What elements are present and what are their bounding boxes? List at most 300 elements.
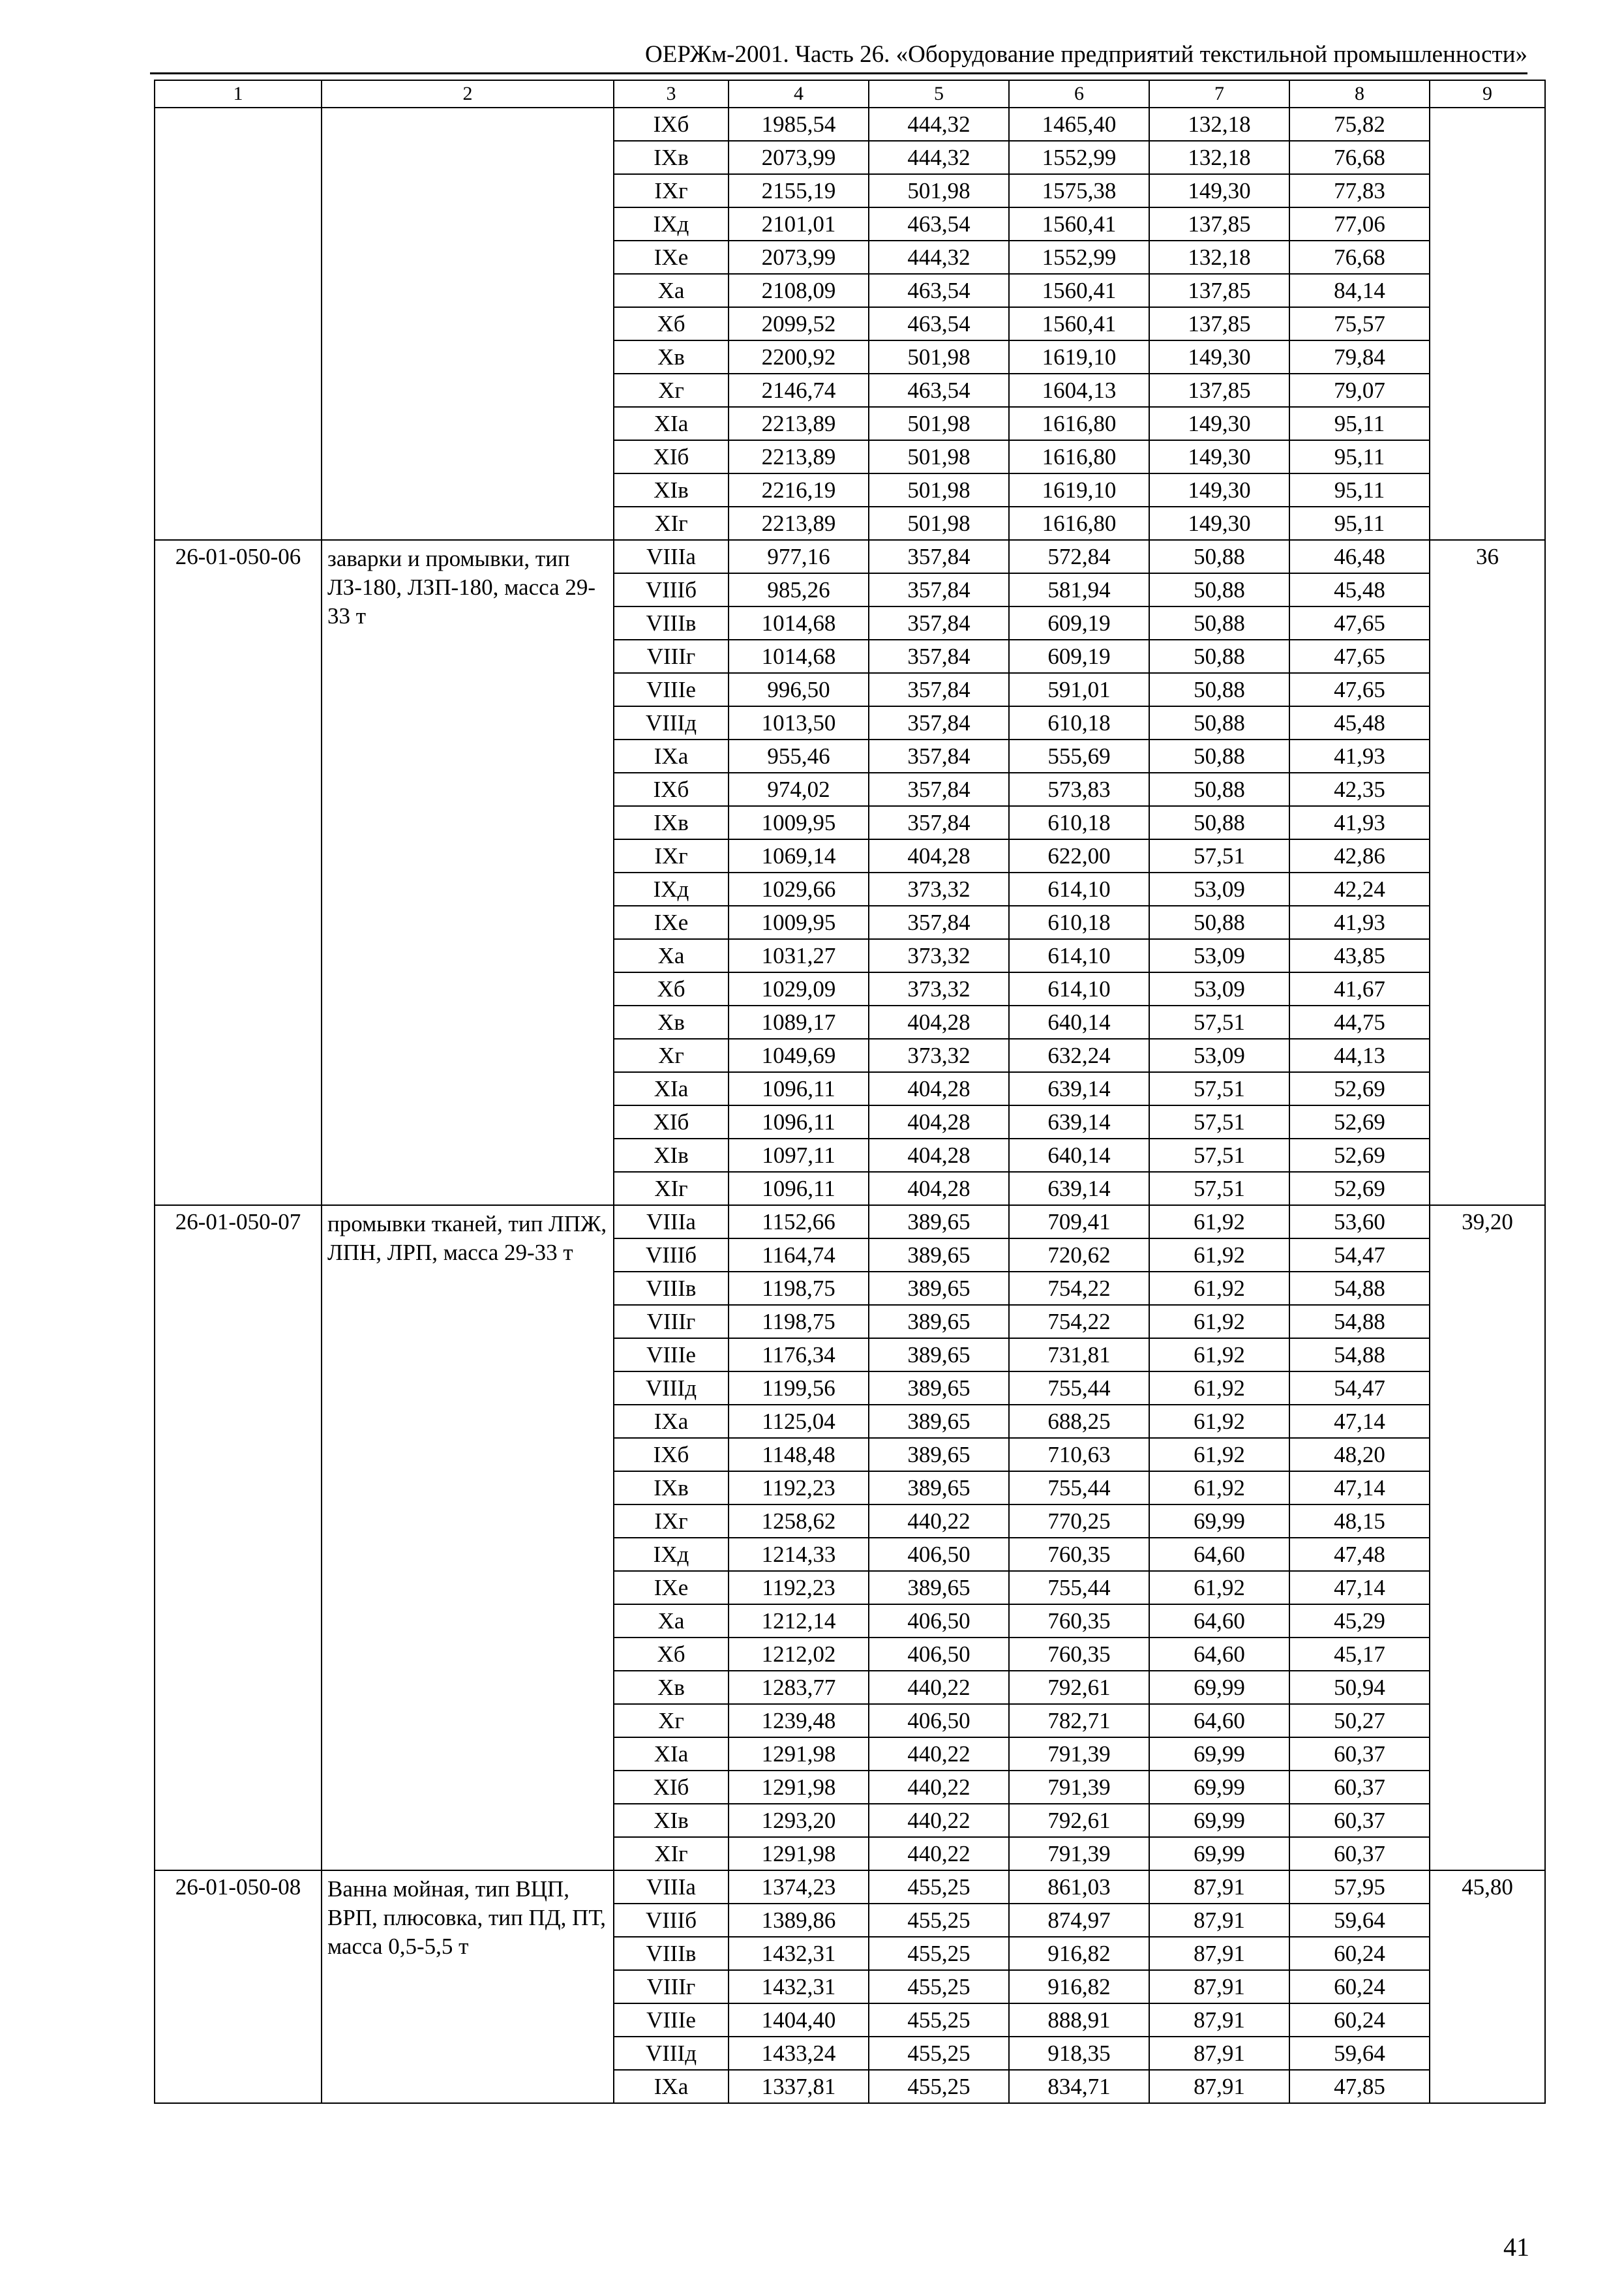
value-cell: 1198,75	[729, 1272, 869, 1305]
value-cell: 357,84	[869, 740, 1009, 773]
value-cell: 64,60	[1149, 1538, 1289, 1571]
value-cell: 59,64	[1289, 2037, 1430, 2070]
value-cell: 52,69	[1289, 1172, 1430, 1205]
zone-cell: IXб	[614, 108, 729, 141]
value-cell: 61,92	[1149, 1371, 1289, 1405]
value-cell: 610,18	[1009, 706, 1149, 740]
value-cell: 132,18	[1149, 241, 1289, 274]
value-cell: 1212,14	[729, 1604, 869, 1638]
value-cell: 455,25	[869, 1937, 1009, 1970]
column-number-cell: 1	[155, 80, 322, 108]
zone-cell: Xг	[614, 374, 729, 407]
value-cell: 404,28	[869, 1139, 1009, 1172]
value-cell: 1604,13	[1009, 374, 1149, 407]
value-cell: 1291,98	[729, 1737, 869, 1771]
zone-cell: VIIIв	[614, 1272, 729, 1305]
value-cell: 688,25	[1009, 1405, 1149, 1438]
value-cell: 1404,40	[729, 2003, 869, 2037]
value-cell: 572,84	[1009, 540, 1149, 573]
zone-cell: Xв	[614, 1006, 729, 1039]
value-cell: 57,51	[1149, 1006, 1289, 1039]
zone-cell: VIIIг	[614, 1305, 729, 1338]
value-cell: 47,65	[1289, 673, 1430, 706]
position-price	[1430, 108, 1545, 540]
value-cell: 888,91	[1009, 2003, 1149, 2037]
value-cell: 440,22	[869, 1671, 1009, 1704]
value-cell: 76,68	[1289, 241, 1430, 274]
value-cell: 87,91	[1149, 1970, 1289, 2003]
value-cell: 50,88	[1149, 773, 1289, 806]
price-table-container	[154, 80, 1546, 2104]
position-description: заварки и промывки, тип ЛЗ-180, ЛЗП-180, масса 29-33 т	[322, 540, 614, 1205]
value-cell: 2146,74	[729, 374, 869, 407]
value-cell: 974,02	[729, 773, 869, 806]
value-cell: 404,28	[869, 839, 1009, 873]
value-cell: 1616,80	[1009, 440, 1149, 473]
value-cell: 455,25	[869, 2037, 1009, 2070]
value-cell: 404,28	[869, 1105, 1009, 1139]
value-cell: 57,51	[1149, 839, 1289, 873]
position-code	[155, 108, 322, 540]
value-cell: 95,11	[1289, 473, 1430, 507]
table-row	[155, 108, 1545, 141]
zone-cell: IXв	[614, 806, 729, 839]
zone-cell: VIIIг	[614, 640, 729, 673]
zone-cell: XIг	[614, 1172, 729, 1205]
value-cell: 373,32	[869, 1039, 1009, 1072]
value-cell: 373,32	[869, 939, 1009, 972]
zone-cell: Xв	[614, 340, 729, 374]
value-cell: 57,51	[1149, 1072, 1289, 1105]
value-cell: 709,41	[1009, 1205, 1149, 1238]
table-row	[155, 1205, 1545, 1238]
value-cell: 87,91	[1149, 1904, 1289, 1937]
value-cell: 614,10	[1009, 873, 1149, 906]
position-code: 26-01-050-06	[155, 540, 322, 1205]
value-cell: 41,67	[1289, 972, 1430, 1006]
value-cell: 389,65	[869, 1205, 1009, 1238]
value-cell: 406,50	[869, 1704, 1009, 1737]
zone-cell: IXг	[614, 839, 729, 873]
column-number-cell: 8	[1289, 80, 1430, 108]
value-cell: 463,54	[869, 207, 1009, 241]
value-cell: 60,37	[1289, 1837, 1430, 1870]
value-cell: 1575,38	[1009, 174, 1149, 207]
value-cell: 985,26	[729, 573, 869, 606]
value-cell: 444,32	[869, 241, 1009, 274]
value-cell: 1014,68	[729, 640, 869, 673]
zone-cell: VIIIг	[614, 1970, 729, 2003]
value-cell: 60,24	[1289, 2003, 1430, 2037]
zone-cell: VIIIб	[614, 573, 729, 606]
value-cell: 1552,99	[1009, 241, 1149, 274]
value-cell: 87,91	[1149, 2070, 1289, 2103]
value-cell: 61,92	[1149, 1405, 1289, 1438]
value-cell: 760,35	[1009, 1604, 1149, 1638]
zone-cell: XIб	[614, 440, 729, 473]
zone-cell: XIв	[614, 1139, 729, 1172]
zone-cell: VIIIб	[614, 1904, 729, 1937]
value-cell: 755,44	[1009, 1371, 1149, 1405]
value-cell: 404,28	[869, 1172, 1009, 1205]
value-cell: 47,14	[1289, 1405, 1430, 1438]
value-cell: 47,14	[1289, 1471, 1430, 1504]
value-cell: 137,85	[1149, 274, 1289, 307]
zone-cell: VIIIе	[614, 673, 729, 706]
value-cell: 1432,31	[729, 1970, 869, 2003]
value-cell: 1293,20	[729, 1804, 869, 1837]
value-cell: 60,37	[1289, 1737, 1430, 1771]
value-cell: 444,32	[869, 108, 1009, 141]
value-cell: 463,54	[869, 374, 1009, 407]
zone-cell: VIIIб	[614, 1238, 729, 1272]
value-cell: 455,25	[869, 2003, 1009, 2037]
value-cell: 1465,40	[1009, 108, 1149, 141]
value-cell: 440,22	[869, 1771, 1009, 1804]
zone-cell: IXа	[614, 2070, 729, 2103]
value-cell: 50,27	[1289, 1704, 1430, 1737]
value-cell: 639,14	[1009, 1105, 1149, 1139]
value-cell: 57,51	[1149, 1105, 1289, 1139]
value-cell: 132,18	[1149, 108, 1289, 141]
value-cell: 440,22	[869, 1737, 1009, 1771]
value-cell: 1152,66	[729, 1205, 869, 1238]
column-number-cell: 3	[614, 80, 729, 108]
value-cell: 440,22	[869, 1837, 1009, 1870]
column-number-row	[155, 80, 1545, 108]
value-cell: 61,92	[1149, 1305, 1289, 1338]
table-row	[155, 540, 1545, 573]
value-cell: 57,51	[1149, 1172, 1289, 1205]
value-cell: 754,22	[1009, 1272, 1149, 1305]
value-cell: 45,48	[1289, 706, 1430, 740]
value-cell: 1258,62	[729, 1504, 869, 1538]
value-cell: 357,84	[869, 606, 1009, 640]
value-cell: 2213,89	[729, 440, 869, 473]
value-cell: 137,85	[1149, 207, 1289, 241]
table-row	[155, 1870, 1545, 1904]
value-cell: 1616,80	[1009, 507, 1149, 540]
column-number-cell: 9	[1430, 80, 1545, 108]
value-cell: 54,88	[1289, 1305, 1430, 1338]
value-cell: 52,69	[1289, 1105, 1430, 1139]
value-cell: 614,10	[1009, 939, 1149, 972]
value-cell: 1291,98	[729, 1837, 869, 1870]
value-cell: 731,81	[1009, 1338, 1149, 1371]
position-price: 36	[1430, 540, 1545, 1205]
value-cell: 41,93	[1289, 906, 1430, 939]
value-cell: 57,51	[1149, 1139, 1289, 1172]
zone-cell: Xг	[614, 1704, 729, 1737]
zone-cell: IXг	[614, 174, 729, 207]
value-cell: 50,88	[1149, 540, 1289, 573]
zone-cell: IXв	[614, 1471, 729, 1504]
value-cell: 389,65	[869, 1471, 1009, 1504]
value-cell: 389,65	[869, 1438, 1009, 1471]
value-cell: 60,37	[1289, 1804, 1430, 1837]
zone-cell: VIIIа	[614, 540, 729, 573]
value-cell: 50,88	[1149, 706, 1289, 740]
value-cell: 1029,66	[729, 873, 869, 906]
value-cell: 389,65	[869, 1371, 1009, 1405]
zone-cell: VIIIд	[614, 1371, 729, 1405]
value-cell: 43,85	[1289, 939, 1430, 972]
value-cell: 1212,02	[729, 1638, 869, 1671]
value-cell: 50,88	[1149, 906, 1289, 939]
value-cell: 75,57	[1289, 307, 1430, 340]
value-cell: 1198,75	[729, 1305, 869, 1338]
value-cell: 1096,11	[729, 1172, 869, 1205]
zone-cell: VIIIв	[614, 606, 729, 640]
value-cell: 710,63	[1009, 1438, 1149, 1471]
column-number-cell: 6	[1009, 80, 1149, 108]
value-cell: 69,99	[1149, 1837, 1289, 1870]
zone-cell: IXг	[614, 1504, 729, 1538]
page-header-title: ОЕРЖм-2001. Часть 26. «Оборудование предприятий текстильной промышленности»	[645, 41, 1527, 68]
zone-cell: VIIIд	[614, 706, 729, 740]
value-cell: 632,24	[1009, 1039, 1149, 1072]
value-cell: 406,50	[869, 1538, 1009, 1571]
value-cell: 1176,34	[729, 1338, 869, 1371]
zone-cell: IXд	[614, 873, 729, 906]
value-cell: 2073,99	[729, 241, 869, 274]
value-cell: 69,99	[1149, 1737, 1289, 1771]
value-cell: 1389,86	[729, 1904, 869, 1937]
value-cell: 591,01	[1009, 673, 1149, 706]
value-cell: 149,30	[1149, 407, 1289, 440]
value-cell: 404,28	[869, 1072, 1009, 1105]
value-cell: 2155,19	[729, 174, 869, 207]
zone-cell: Xв	[614, 1671, 729, 1704]
value-cell: 47,48	[1289, 1538, 1430, 1571]
value-cell: 61,92	[1149, 1205, 1289, 1238]
value-cell: 45,17	[1289, 1638, 1430, 1671]
value-cell: 87,91	[1149, 2003, 1289, 2037]
value-cell: 41,93	[1289, 806, 1430, 839]
zone-cell: IXе	[614, 1571, 729, 1604]
value-cell: 87,91	[1149, 1937, 1289, 1970]
value-cell: 52,69	[1289, 1072, 1430, 1105]
value-cell: 357,84	[869, 540, 1009, 573]
value-cell: 50,88	[1149, 806, 1289, 839]
value-cell: 622,00	[1009, 839, 1149, 873]
value-cell: 44,75	[1289, 1006, 1430, 1039]
value-cell: 1096,11	[729, 1072, 869, 1105]
value-cell: 573,83	[1009, 773, 1149, 806]
value-cell: 69,99	[1149, 1771, 1289, 1804]
value-cell: 357,84	[869, 906, 1009, 939]
column-number-cell: 7	[1149, 80, 1289, 108]
value-cell: 2073,99	[729, 141, 869, 174]
value-cell: 50,94	[1289, 1671, 1430, 1704]
value-cell: 52,69	[1289, 1139, 1430, 1172]
value-cell: 1014,68	[729, 606, 869, 640]
value-cell: 610,18	[1009, 806, 1149, 839]
zone-cell: VIIIд	[614, 2037, 729, 2070]
zone-cell: VIIIа	[614, 1870, 729, 1904]
value-cell: 640,14	[1009, 1139, 1149, 1172]
value-cell: 918,35	[1009, 2037, 1149, 2070]
value-cell: 64,60	[1149, 1604, 1289, 1638]
value-cell: 440,22	[869, 1504, 1009, 1538]
value-cell: 76,68	[1289, 141, 1430, 174]
value-cell: 1192,23	[729, 1471, 869, 1504]
value-cell: 57,95	[1289, 1870, 1430, 1904]
value-cell: 455,25	[869, 1904, 1009, 1937]
value-cell: 444,32	[869, 141, 1009, 174]
value-cell: 373,32	[869, 972, 1009, 1006]
value-cell: 53,60	[1289, 1205, 1430, 1238]
zone-cell: XIа	[614, 407, 729, 440]
value-cell: 50,88	[1149, 606, 1289, 640]
value-cell: 1374,23	[729, 1870, 869, 1904]
value-cell: 54,88	[1289, 1272, 1430, 1305]
value-cell: 84,14	[1289, 274, 1430, 307]
position-description	[322, 108, 614, 540]
zone-cell: IXб	[614, 1438, 729, 1471]
position-price: 45,80	[1430, 1870, 1545, 2103]
value-cell: 1552,99	[1009, 141, 1149, 174]
value-cell: 54,47	[1289, 1371, 1430, 1405]
position-code: 26-01-050-07	[155, 1205, 322, 1870]
value-cell: 44,13	[1289, 1039, 1430, 1072]
value-cell: 2213,89	[729, 507, 869, 540]
value-cell: 2200,92	[729, 340, 869, 374]
header-divider	[150, 72, 1527, 74]
value-cell: 1192,23	[729, 1571, 869, 1604]
value-cell: 60,24	[1289, 1970, 1430, 2003]
position-code: 26-01-050-08	[155, 1870, 322, 2103]
value-cell: 357,84	[869, 706, 1009, 740]
value-cell: 42,35	[1289, 773, 1430, 806]
zone-cell: VIIIе	[614, 2003, 729, 2037]
zone-cell: XIб	[614, 1105, 729, 1139]
value-cell: 501,98	[869, 407, 1009, 440]
value-cell: 501,98	[869, 473, 1009, 507]
value-cell: 792,61	[1009, 1671, 1149, 1704]
value-cell: 440,22	[869, 1804, 1009, 1837]
value-cell: 69,99	[1149, 1804, 1289, 1837]
value-cell: 69,99	[1149, 1504, 1289, 1538]
zone-cell: IXд	[614, 207, 729, 241]
value-cell: 1009,95	[729, 906, 869, 939]
value-cell: 1337,81	[729, 2070, 869, 2103]
value-cell: 53,09	[1149, 1039, 1289, 1072]
zone-cell: Xб	[614, 972, 729, 1006]
position-price: 39,20	[1430, 1205, 1545, 1870]
zone-cell: IXе	[614, 906, 729, 939]
value-cell: 791,39	[1009, 1771, 1149, 1804]
value-cell: 861,03	[1009, 1870, 1149, 1904]
value-cell: 137,85	[1149, 374, 1289, 407]
value-cell: 149,30	[1149, 440, 1289, 473]
value-cell: 455,25	[869, 1870, 1009, 1904]
value-cell: 87,91	[1149, 2037, 1289, 2070]
value-cell: 1097,11	[729, 1139, 869, 1172]
value-cell: 50,88	[1149, 673, 1289, 706]
value-cell: 755,44	[1009, 1471, 1149, 1504]
value-cell: 47,65	[1289, 606, 1430, 640]
value-cell: 132,18	[1149, 141, 1289, 174]
value-cell: 874,97	[1009, 1904, 1149, 1937]
value-cell: 609,19	[1009, 606, 1149, 640]
value-cell: 61,92	[1149, 1238, 1289, 1272]
value-cell: 61,92	[1149, 1338, 1289, 1371]
value-cell: 77,83	[1289, 174, 1430, 207]
value-cell: 1096,11	[729, 1105, 869, 1139]
zone-cell: VIIIв	[614, 1937, 729, 1970]
value-cell: 53,09	[1149, 939, 1289, 972]
value-cell: 1214,33	[729, 1538, 869, 1571]
value-cell: 755,44	[1009, 1571, 1149, 1604]
value-cell: 47,65	[1289, 640, 1430, 673]
zone-cell: Xа	[614, 1604, 729, 1638]
value-cell: 77,06	[1289, 207, 1430, 241]
value-cell: 53,09	[1149, 873, 1289, 906]
value-cell: 61,92	[1149, 1571, 1289, 1604]
zone-cell: XIв	[614, 473, 729, 507]
value-cell: 834,71	[1009, 2070, 1149, 2103]
zone-cell: XIб	[614, 1771, 729, 1804]
value-cell: 1148,48	[729, 1438, 869, 1471]
value-cell: 389,65	[869, 1272, 1009, 1305]
column-number-cell: 5	[869, 80, 1009, 108]
zone-cell: VIIIе	[614, 1338, 729, 1371]
value-cell: 760,35	[1009, 1538, 1149, 1571]
zone-cell: Xа	[614, 939, 729, 972]
value-cell: 463,54	[869, 307, 1009, 340]
zone-cell: Xб	[614, 1638, 729, 1671]
value-cell: 792,61	[1009, 1804, 1149, 1837]
value-cell: 1616,80	[1009, 407, 1149, 440]
value-cell: 41,93	[1289, 740, 1430, 773]
zone-cell: Xб	[614, 307, 729, 340]
column-number-cell: 2	[322, 80, 614, 108]
value-cell: 463,54	[869, 274, 1009, 307]
zone-cell: IXв	[614, 141, 729, 174]
value-cell: 1560,41	[1009, 207, 1149, 241]
value-cell: 754,22	[1009, 1305, 1149, 1338]
value-cell: 389,65	[869, 1571, 1009, 1604]
value-cell: 1199,56	[729, 1371, 869, 1405]
value-cell: 1619,10	[1009, 473, 1149, 507]
value-cell: 916,82	[1009, 1970, 1149, 2003]
value-cell: 95,11	[1289, 507, 1430, 540]
value-cell: 95,11	[1289, 407, 1430, 440]
zone-cell: XIг	[614, 1837, 729, 1870]
value-cell: 1009,95	[729, 806, 869, 839]
value-cell: 54,88	[1289, 1338, 1430, 1371]
column-number-cell: 4	[729, 80, 869, 108]
value-cell: 1069,14	[729, 839, 869, 873]
value-cell: 61,92	[1149, 1272, 1289, 1305]
value-cell: 501,98	[869, 440, 1009, 473]
value-cell: 45,48	[1289, 573, 1430, 606]
value-cell: 2101,01	[729, 207, 869, 241]
zone-cell: XIа	[614, 1737, 729, 1771]
value-cell: 1291,98	[729, 1771, 869, 1804]
value-cell: 1125,04	[729, 1405, 869, 1438]
value-cell: 404,28	[869, 1006, 1009, 1039]
value-cell: 1239,48	[729, 1704, 869, 1737]
value-cell: 609,19	[1009, 640, 1149, 673]
value-cell: 53,09	[1149, 972, 1289, 1006]
value-cell: 1433,24	[729, 2037, 869, 2070]
value-cell: 79,07	[1289, 374, 1430, 407]
value-cell: 501,98	[869, 174, 1009, 207]
value-cell: 791,39	[1009, 1837, 1149, 1870]
price-table	[154, 80, 1546, 2104]
